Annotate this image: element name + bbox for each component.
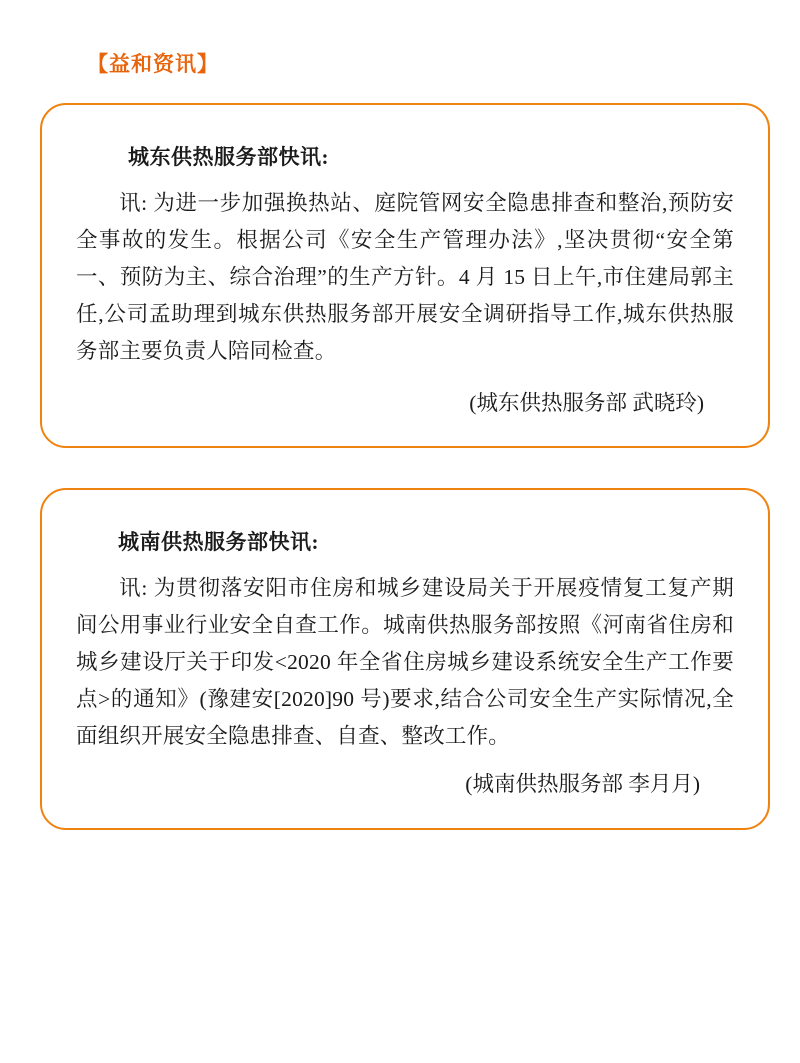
card-body: 讯: 为进一步加强换热站、庭院管网安全隐患排查和整治,预防安全事故的发生。根据公司《安全生产管理办法》,坚决贯彻“安全第一、预防为主、综合治理”的生产方针。4 月 15 日上午,市住建局郭主任,公司孟助理到城东供热服务部开展安全调研指导工作,城东供热服务部主要负责人陪同检查。 — [76, 191, 734, 364]
card-body: 讯: 为贯彻落安阳市住房和城乡建设局关于开展疫情复工复产期间公用事业行业安全自查工作。城南供热服务部按照《河南省住房和城乡建设厅关于印发<2020 年全省住房城乡建设系统安全生产工作要点>的通知》(豫建安[2020]90 号)要求,结合公司安全生产实际情况,全面组织开展安全隐患排查、自查、整改工作。 — [76, 576, 734, 749]
news-card-chengdong — [40, 103, 770, 448]
section-heading: 【益和资讯】 — [87, 52, 219, 76]
news-card-chengnan — [40, 488, 770, 829]
card-title: 城南供热服务部快讯: — [118, 530, 319, 555]
card-title: 城东供热服务部快讯: — [128, 145, 329, 170]
card-signature: (城东供热服务部 武晓玲) — [469, 391, 704, 416]
card-signature: (城南供热服务部 李月月) — [465, 772, 700, 797]
